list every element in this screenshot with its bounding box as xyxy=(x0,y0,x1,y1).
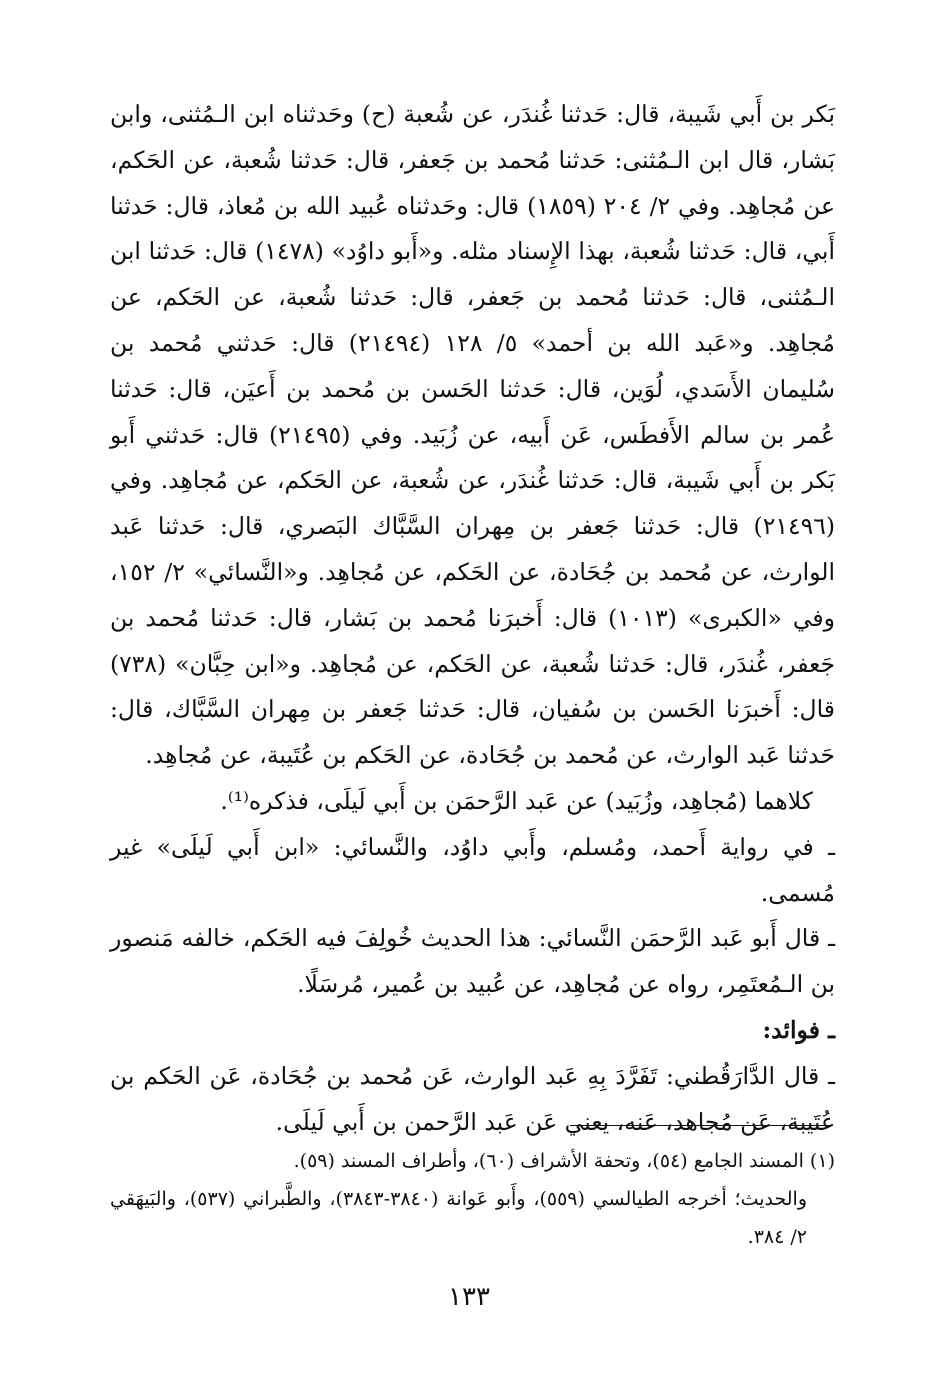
footnote-1: (١) المسند الجامع (٥٤)، وتحفة الأشراف (٦٠)، وأطراف المسند (٥٩). xyxy=(293,1150,835,1172)
footnotes xyxy=(110,1142,835,1256)
note-daraqutni: ـ قال الدَّارَقُطني: تَفَرَّدَ بِهِ عَبد الوارث، عَن مُحمد بن جُحَادة، عَن الحَكم بن عُتَيبة، عَن مُجاهد، عَنه، يعني عَن عَبد الرَّحمن بن أَبي لَيلَى. xyxy=(110,1061,835,1136)
page-number: ١٣٣ xyxy=(448,1282,490,1312)
note-unnamed-narrator: ـ في رواية أَحمد، ومُسلم، وأَبي داوُد، والنَّسائي: «ابن أَبي لَيلَى» غير مُسمى. xyxy=(110,832,835,907)
hadith-isnad-paragraph: بَكر بن أَبي شَيبة، قال: حَدثنا غُندَر، عن شُعبة (ح) وحَدثناه ابن الـمُثنى، وابن بَشار، قال ابن الـمُثنى: حَدثنا مُحمد بن جَعفر، قال: حَدثنا شُعبة، عن الحَكم، عن مُجاهِد. وفي ٢/ ٢٠٤ (١٨٥٩) قال: وحَدثناه عُبيد الله بن مُعاذ، قال: حَدثنا أَبي، قال: حَدثنا شُعبة، بهذا الإِسناد مثله. و«أَبو داوُد» (١٤٧٨) قال: حَدثنا ابن الـمُثنى، قال: حَدثنا مُحمد بن جَعفر، قال: حَدثنا شُعبة، عن الحَكم، عن مُجاهِد. و«عَبد الله بن أحمد» ٥/ ١٢٨ (٢١٤٩٤) قال: حَدثني مُحمد بن سُليمان الأَسَدي، لُوَين، قال: حَدثنا الحَسن بن مُحمد بن أَعيَن، قال: حَدثنا عُمر بن سالم الأَفطَس، عَن أَبيه، عن زُبَيد. وفي (٢١٤٩٥) قال: حَدثني أَبو بَكر بن أَبي شَيبة، قال: حَدثنا غُندَر، عن شُعبة، عن الحَكم، عن مُجاهِد. وفي (٢١٤٩٦) قال: حَدثنا جَعفر بن مِهران السَّبَّاك البَصري، قال: حَدثنا عَبد الوارث، عن مُحمد بن جُحَادة، عن الحَكم، عن مُجاهِد. و«النَّسائي» ٢/ ١٥٢، وفي «الكبرى» (١٠١٣) قال: أَخبرَنا مُحمد بن بَشار، قال: حَدثنا مُحمد بن جَعفر، غُندَر، قال: حَدثنا شُعبة، عن الحَكم، عن مُجاهِد. و«ابن حِبَّان» (٧٣٨) قال: أَخبرَنا الحَسن بن سُفيان، قال: حَدثنا جَعفر بن مِهران السَّبَّاك، قال: حَدثنا عَبد الوارث، عن مُحمد بن جُحَادة، عن الحَكم بن عُتَيبة، عن مُجاهِد. xyxy=(110,100,836,770)
benefits-heading: ـ فوائد: xyxy=(762,1015,835,1044)
footnote-separator xyxy=(570,1125,833,1126)
narration-summary: كلاهما (مُجاهِد، وزُبَيد) عن عَبد الرَّحمَن بن أَبي لَيلَى، فذكره⁽¹⁾. xyxy=(220,786,813,815)
note-nasai-comment: ـ قال أَبو عَبد الرَّحمَن النَّسائي: هذا الحديث خُولِفَ فيه الحَكم، خالفه مَنصور بن الـمُعتَمِر، رواه عن مُجاهِد، عن عُبيد بن عُمير، مُرسَلًا. xyxy=(110,924,835,999)
main-text xyxy=(110,92,835,1145)
footnote-1-continued: والحديث؛ أخرجه الطيالسي (٥٥٩)، وأَبو عَوانة (٣٨٤٠-٣٨٤٣)، والطَّبراني (٥٣٧)، والبَيهَقي ٢/ ٣٨٤. xyxy=(110,1188,807,1248)
